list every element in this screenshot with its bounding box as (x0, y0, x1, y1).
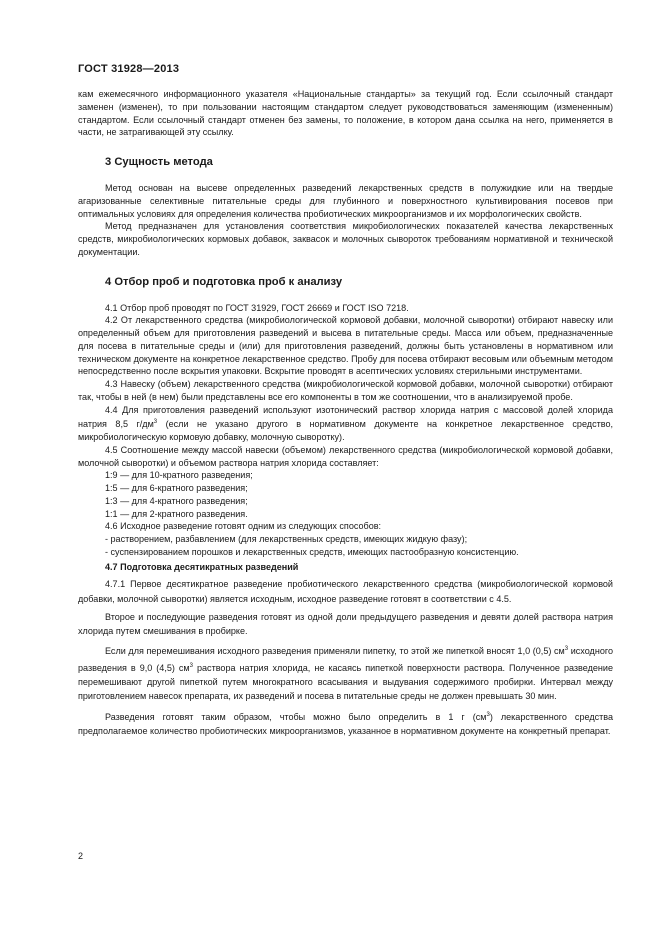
clause-4-1: 4.1 Отбор проб проводят по ГОСТ 31929, ГОСТ 26669 и ГОСТ ISO 7218. (105, 302, 409, 313)
section-3-paragraph-2: Метод предназначен для установления соответствия микробиологических показателей качества лекарственных средств, микробиологических кормовых добавок, заквасок и молочных сывороток требованиям нормативной и технической документации. (78, 221, 613, 257)
method-item: - суспензированием порошков и лекарственных средств, имеющих пастообразную консистенцию. (105, 546, 519, 557)
subsection-4-7-heading: 4.7 Подготовка десятикратных разведений (105, 561, 299, 572)
ratio-item: 1:9 — для 10-кратного разведения; (105, 470, 253, 481)
ratio-item: 1:1 — для 2-кратного разведения. (105, 508, 248, 519)
final-dilution-paragraph: Разведения готовят таким образом, чтобы можно было определить в 1 г $(см^3)$ лекарственного средства предполагаемое количество пробиотических микроорганизмов, указанное в нормативном документе на конкретный препарат. (78, 711, 614, 736)
method-item: - растворением, разбавлением (для лекарственных средств, имеющих жидкую фазу); (105, 534, 468, 545)
ratio-item: 1:3 — для 4-кратного разведения; (105, 495, 248, 506)
section-3-paragraph-1: Метод основан на высеве определенных разведений лекарственных средств в полужидкие или на твердые агаризованные селективные питательные среды для глубинного и поверхностного культивирования посевов при оптимальных условиях для определения количества пробиотических микроорганизмов и их морфологических свойств. (78, 183, 613, 219)
section-4-heading: 4 Отбор проб и подготовка проб к анализу (105, 275, 343, 288)
mixing-paragraph: Если для перемешивания исходного разведения применяли пипетку, то этой же пипеткой вносят 1,0 (0,5) $см^3$ исходного разведения в 9,0 (4,5) $см^3$ раствора натрия хлорида, не касаясь пипеткой поверхности раствора. Полученное разведение перемешивают другой пипеткой путем многократного всасывания и выдувания содержимого пробирки. Интервал между приготовлением навесок препарата, их разведений и посева в питательные среды не должен превышать 30 мин. (78, 646, 613, 702)
clause-4-5: 4.5 Соотношение между массой навески (объемом) лекарственного средства (микробиологической кормовой добавки, молочной сыворотки) и объемом раствора натрия хлорида составляет: (78, 444, 613, 468)
intro-paragraph: кам ежемесячного информационного указателя «Национальные стандарты» за текущий год. Если ссылочный стандарт заменен (изменен), то при пользовании настоящим стандартом следует руководствоваться заменяющим (измененным) стандартом. Если ссылочный стандарт отменен без замены, то положение, в котором дана ссылка на него, применяется в части, не затрагивающей эту ссылку. (78, 89, 613, 138)
section-3-heading: 3 Сущность метода (105, 156, 213, 168)
page-number: 2 (78, 851, 84, 861)
clause-4-4: 4.4 Для приготовления разведений используют изотонический раствор хлорида натрия с массовой долей хлорида натрия 8,5 $г/дм^3$ (если не указано другого в нормативном документе на конкретное лекарственное средство, микробиологическую кормовую добавку, молочную сыворотку). (78, 404, 613, 443)
document-header: ГОСТ 31928—2013 (78, 63, 180, 75)
clause-4-3: 4.3 Навеску (объем) лекарственного средства (микробиологической кормовой добавки, молочной сыворотки) отбирают так, чтобы в ней (в нем) были представлены все его компоненты в том же соотношении, что в анализируемой пробе. (78, 379, 613, 402)
clause-4-2: 4.2 От лекарственного средства (микробиологической кормовой добавки, молочной сыворотки) отбирают навеску или определенный объем для приготовления разведений и высева в питательные среды. Масса или объем, предназначенные для посева в питательные среды и (или) для приготовления разведений, должны быть установлены в нормативном или техническом документе на конкретное лекарственное средство. Пробу для посева отбирают весовым или объемным методом непосредственно после вскрытия упаковки. Вскрытие проводят в асептических условиях стерильными инструментами. (78, 315, 613, 377)
clause-4-6: 4.6 Исходное разведение готовят одним из следующих способов: (105, 521, 382, 532)
document-body (78, 88, 613, 738)
ratio-item: 1:5 — для 6-кратного разведения; (105, 483, 248, 494)
clause-4-7-1: 4.7.1 Первое десятикратное разведение пробиотического лекарственного средства (микробиологической кормовой добавки, молочной сыворотки) является исходным, исходное разведение готовят в соответствии с 4.5. (78, 579, 613, 604)
second-dilution-paragraph: Второе и последующие разведения готовят из одной доли предыдущего разведения и девяти долей раствора натрия хлорида путем смешивания в пробирке. (78, 611, 613, 637)
